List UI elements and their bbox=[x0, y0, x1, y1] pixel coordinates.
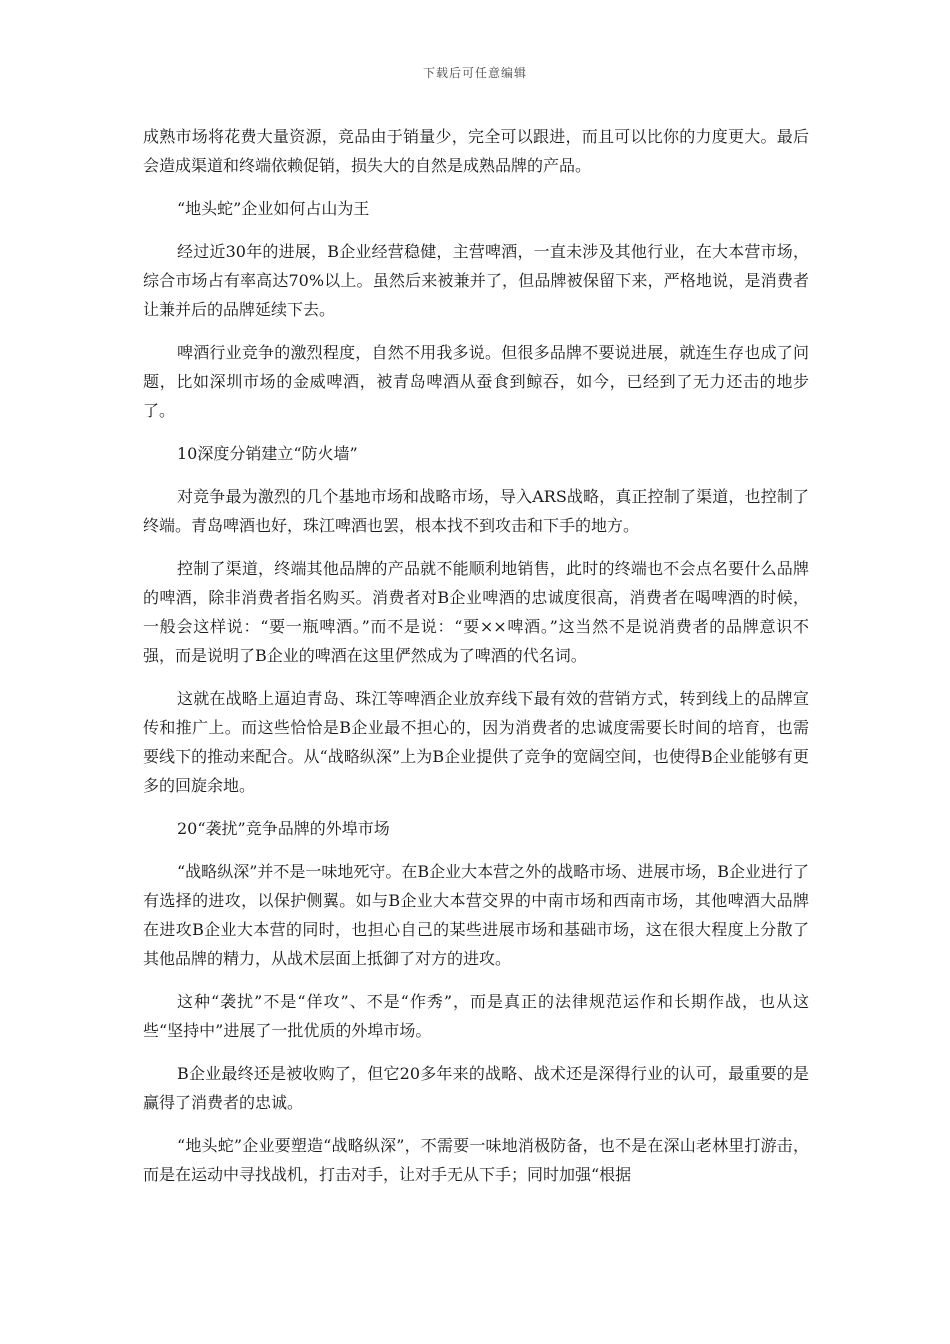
section-heading: “地头蛇”企业如何占山为王 bbox=[177, 199, 370, 218]
paragraph: “战略纵深”并不是一味地死守。在B企业大本营之外的战略市场、进展市场，B企业进行了有选择的进攻，以保护侧翼。如与B企业大本营交界的中南市场和西南市场，其他啤酒大品牌在进攻B企业大本营的同时，也担心自己的某些进展市场和基础市场，这在很大程度上分散了其他品牌的精力，从战术层面上抵御了对方的进攻。 bbox=[143, 862, 809, 968]
document-body bbox=[143, 122, 809, 1203]
paragraph: 啤酒行业竞争的激烈程度，自然不用我多说。但很多品牌不要说进展，就连生存也成了问题，比如深圳市场的金威啤酒，被青岛啤酒从蚕食到鲸吞，如今，已经到了无力还击的地步了。 bbox=[143, 343, 809, 420]
paragraph: 成熟市场将花费大量资源，竞品由于销量少，完全可以跟进，而且可以比你的力度更大。最后会造成渠道和终端依赖促销，损失大的自然是成熟品牌的产品。 bbox=[143, 127, 809, 175]
paragraph: B企业最终还是被收购了，但它20多年来的战略、战术还是深得行业的认可，最重要的是赢得了消费者的忠诚。 bbox=[143, 1064, 809, 1112]
paragraph: “地头蛇”企业要塑造“战略纵深”，不需要一味地消极防备，也不是在深山老林里打游击，而是在运动中寻找战机，打击对手，让对手无从下手；同时加强“根据 bbox=[143, 1136, 809, 1184]
page-header: 下载后可任意编辑 bbox=[422, 66, 527, 80]
paragraph: 对竞争最为激烈的几个基地市场和战略市场，导入ARS战略，真正控制了渠道，也控制了终端。青岛啤酒也好，珠江啤酒也罢，根本找不到攻击和下手的地方。 bbox=[143, 487, 809, 535]
section-heading: 20“袭扰”竞争品牌的外埠市场 bbox=[177, 819, 390, 838]
paragraph: 这就在战略上逼迫青岛、珠江等啤酒企业放弃线下最有效的营销方式，转到线上的品牌宣传和推广上。而这些恰恰是B企业最不担心的，因为消费者的忠诚度需要长时间的培育，也需要线下的推动来配合。从“战略纵深”上为B企业提供了竞争的宽阔空间，也使得B企业能够有更多的回旋余地。 bbox=[143, 689, 809, 795]
paragraph: 控制了渠道，终端其他品牌的产品就不能顺利地销售，此时的终端也不会点名要什么品牌的啤酒，除非消费者指名购买。消费者对B企业啤酒的忠诚度很高，消费者在喝啤酒的时候，一般会这样说：“要一瓶啤酒。”而不是说：“要××啤酒。”这当然不是说消费者的品牌意识不强，而是说明了B企业的啤酒在这里俨然成为了啤酒的代名词。 bbox=[143, 559, 809, 665]
paragraph: 经过近30年的进展，B企业经营稳健，主营啤酒，一直未涉及其他行业，在大本营市场，综合市场占有率高达70%以上。虽然后来被兼并了，但品牌被保留下来，严格地说，是消费者让兼并后的品牌延续下去。 bbox=[143, 242, 809, 319]
section-heading: 10深度分销建立“防火墙” bbox=[177, 444, 358, 463]
paragraph: 这种“袭扰”不是“佯攻”、不是“作秀”，而是真正的法律规范运作和长期作战，也从这些“坚持中”进展了一批优质的外埠市场。 bbox=[143, 992, 809, 1040]
